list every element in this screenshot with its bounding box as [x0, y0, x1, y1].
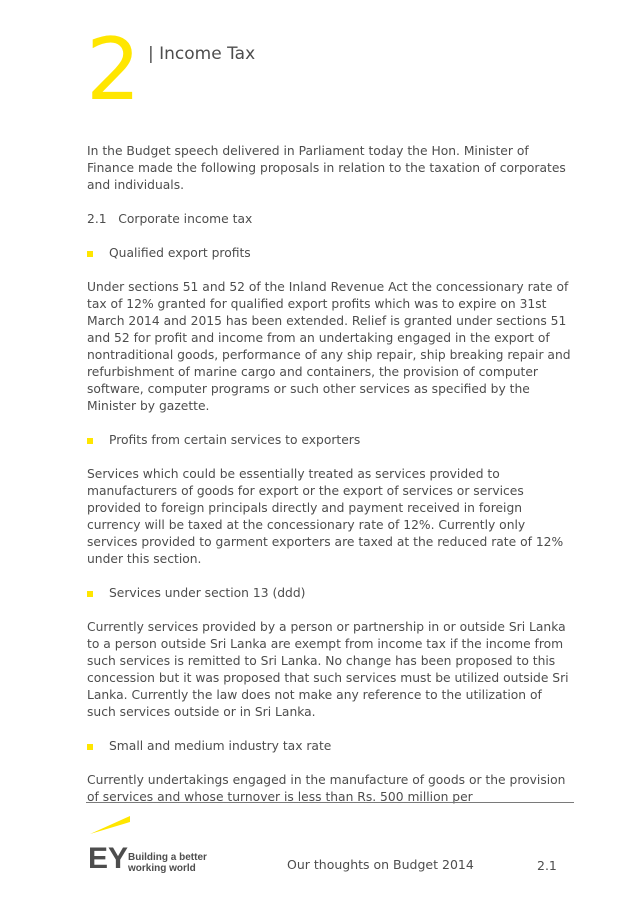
page-number: 2.1 [537, 858, 557, 873]
document-body [87, 143, 573, 823]
bullet-square-icon [87, 438, 93, 444]
section-title: Corporate income tax [118, 212, 253, 226]
bullet-heading-section-13 [87, 585, 573, 602]
bullet-heading-services-exporters [87, 432, 573, 449]
logo-tagline-line-2: working world [128, 863, 196, 874]
logo-tagline [128, 852, 207, 874]
bullet-square-icon [87, 251, 93, 257]
chapter-number: 2 [86, 20, 141, 120]
section-number: 2.1 [87, 212, 107, 226]
bullet-heading-text: Qualified export profits [109, 246, 251, 260]
bullet-heading-sme-rate [87, 738, 573, 755]
bullet-heading-text: Profits from certain services to exporters [109, 433, 361, 447]
logo-beam-shape [90, 816, 130, 834]
bullet-heading-text: Services under section 13 (ddd) [109, 586, 306, 600]
paragraph-services-exporters: Services which could be essentially treated as services provided to manufacturers of goods for export or the export of services or services provided to foreign principals directly and payment received in foreign currency will be taxed at the concessionary rate of 12%. Currently only services provided to garment exporters are taxed at the reduced rate of 12% under this section. [87, 467, 564, 566]
bullet-square-icon [87, 591, 93, 597]
bullet-heading-export-profits [87, 245, 573, 262]
section-heading [87, 211, 573, 228]
footer-text: Our thoughts on Budget 2014 [287, 857, 474, 872]
paragraph-section-13: Currently services provided by a person or partnership in or outside Sri Lanka to a person outside Sri Lanka are exempt from income tax if the income from such services is remitted to Sri Lanka. No change has been proposed to this concession but it was proposed that such services must be utilized outside Sri Lanka. Currently the law does not make any reference to the utilization of such services outside or in Sri Lanka. [87, 620, 569, 719]
chapter-title: | Income Tax [148, 44, 256, 64]
paragraph-export-profits: Under sections 51 and 52 of the Inland Revenue Act the concessionary rate of tax of 12% granted for qualified export profits which was to expire on 31st March 2014 and 2015 has been extended. Relief is granted under sections 51 and 52 for profit and income from an undertaking engaged in the export of nontraditional goods, performance of any ship repair, ship breaking repair and refurbishment of marine cargo and containers, the provision of computer software, computer programs or such other services as specified by the Minister by gazette. [87, 280, 571, 413]
paragraph-sme-rate: Currently undertakings engaged in the manufacture of goods or the provision of services and whose turnover is less than Rs. 500 million per [87, 773, 566, 804]
bullet-heading-text: Small and medium industry tax rate [109, 739, 332, 753]
logo-tagline-line-1: Building a better [128, 852, 207, 863]
intro-paragraph: In the Budget speech delivered in Parliament today the Hon. Minister of Finance made the following proposals in relation to the taxation of corporates and individuals. [87, 144, 566, 192]
footer-divider [86, 802, 574, 803]
bullet-square-icon [87, 744, 93, 750]
logo-letters: EY [88, 842, 129, 875]
